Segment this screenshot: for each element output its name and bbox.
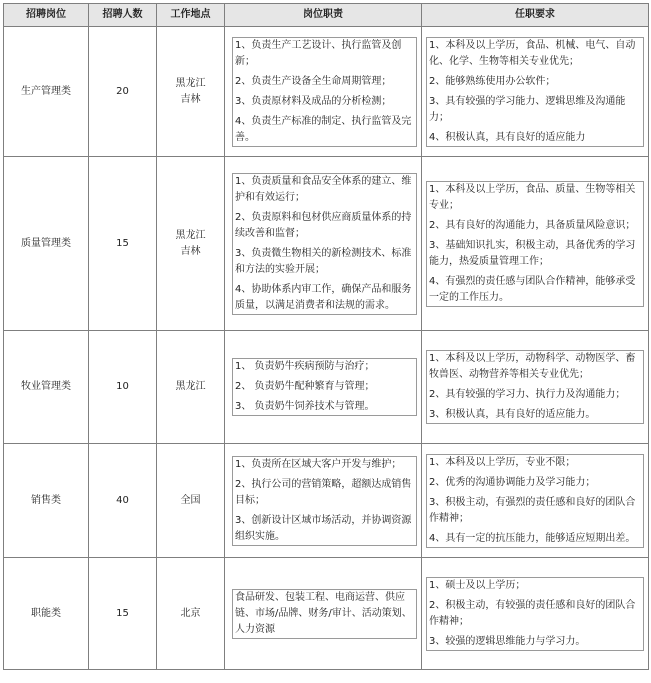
- duties-box: [232, 589, 417, 639]
- duty-item: 3、创新设计区域市场活动，并协调资源组织实施。: [235, 514, 412, 542]
- requirements-cell: [422, 27, 649, 157]
- count-cell: 15: [89, 558, 157, 670]
- location-line: 黑龙江: [175, 229, 206, 241]
- duty-item: 1、负责质量和食品安全体系的建立、维护和有效运行；: [235, 175, 412, 203]
- recruitment-table: [3, 3, 649, 670]
- requirements-box: [426, 454, 644, 548]
- duty-item: 3、负责微生物相关的新检测技术、标准和方法的实验开展；: [235, 247, 412, 275]
- count-cell: 40: [89, 444, 157, 558]
- requirements-box: [426, 350, 644, 424]
- requirement-item: 4、有强烈的责任感与团队合作精神，能够承受一定的工作压力。: [429, 275, 636, 303]
- requirements-box: [426, 577, 644, 651]
- requirement-item: 3、积极认真，具有良好的适应能力。: [429, 409, 596, 420]
- position-cell: 职能类: [4, 558, 89, 670]
- count-cell: 10: [89, 331, 157, 444]
- duties-cell: [225, 558, 422, 670]
- requirement-item: 4、具有一定的抗压能力，能够适应短期出差。: [429, 532, 636, 544]
- location-line: 全国: [180, 494, 201, 506]
- requirements-cell: [422, 157, 649, 331]
- location-line: 北京: [180, 607, 201, 619]
- header-duties: 岗位职责: [225, 4, 422, 27]
- location-cell: [157, 558, 225, 670]
- duty-item: 2、 负责奶牛配种繁育与管理；: [235, 381, 375, 392]
- duty-item: 3、 负责奶牛饲养技术与管理。: [235, 401, 375, 412]
- header-row: [4, 4, 649, 27]
- requirement-item: 2、积极主动，有较强的责任感和良好的团队合作精神；: [429, 599, 636, 627]
- duties-cell: [225, 331, 422, 444]
- requirement-item: 3、积极主动，有强烈的责任感和良好的团队合作精神；: [429, 496, 636, 524]
- requirement-item: 4、积极认真，具有良好的适应能力: [429, 131, 586, 143]
- location-cell: [157, 444, 225, 558]
- count-cell: 15: [89, 157, 157, 331]
- duty-item: 食品研发、包装工程、电商运营、供应链、市场/品牌、财务/审计、活动策划、人力资源: [235, 591, 412, 635]
- requirement-item: 2、具有良好的沟通能力，具备质量风险意识；: [429, 219, 636, 231]
- requirements-box: [426, 37, 644, 147]
- header-requirements: 任职要求: [422, 4, 649, 27]
- requirements-cell: [422, 558, 649, 670]
- duties-cell: [225, 444, 422, 558]
- duties-box: [232, 37, 417, 147]
- duty-item: 2、负责生产设备全生命周期管理；: [235, 75, 392, 87]
- duty-item: 1、负责生产工艺设计、执行监管及创新；: [235, 39, 402, 67]
- requirements-box: [426, 181, 644, 307]
- requirement-item: 3、具有较强的学习能力、逻辑思维及沟通能力；: [429, 95, 626, 123]
- duties-box: [232, 456, 417, 546]
- table-row: [4, 157, 649, 331]
- location-line: 吉林: [180, 93, 201, 105]
- header-position: 招聘岗位: [4, 4, 89, 27]
- requirement-item: 3、较强的逻辑思维能力与学习力。: [429, 635, 586, 647]
- requirement-item: 1、硕士及以上学历；: [429, 579, 526, 591]
- requirement-item: 2、具有较强的学习力、执行力及沟通能力；: [429, 389, 626, 400]
- requirement-item: 3、基础知识扎实，积极主动，具备优秀的学习能力，热爱质量管理工作；: [429, 239, 636, 267]
- duty-item: 2、负责原料和包材供应商质量体系的持续改善和监督；: [235, 211, 412, 239]
- table-row: [4, 558, 649, 670]
- position-cell: 牧业管理类: [4, 331, 89, 444]
- location-line: 黑龙江: [175, 77, 206, 89]
- duty-item: 1、负责所在区域大客户开发与维护；: [235, 458, 402, 470]
- duty-item: 4、负责生产标准的制定、执行监管及完善。: [235, 115, 412, 143]
- table-row: [4, 331, 649, 444]
- table-row: [4, 27, 649, 157]
- duties-cell: [225, 157, 422, 331]
- requirement-item: 1、本科及以上学历，专业不限；: [429, 456, 576, 468]
- duties-box: [232, 358, 417, 416]
- duties-cell: [225, 27, 422, 157]
- duties-box: [232, 173, 417, 315]
- requirement-item: 2、优秀的沟通协调能力及学习能力；: [429, 476, 596, 488]
- requirements-cell: [422, 331, 649, 444]
- header-count: 招聘人数: [89, 4, 157, 27]
- position-cell: 质量管理类: [4, 157, 89, 331]
- requirement-item: 1、本科及以上学历，动物科学、动物医学、畜牧兽医、动物营养等相关专业优先；: [429, 353, 636, 380]
- requirement-item: 2、能够熟练使用办公软件；: [429, 75, 556, 87]
- duty-item: 1、 负责奶牛疾病预防与治疗；: [235, 361, 375, 372]
- location-line: 黑龙江: [175, 381, 206, 392]
- requirements-cell: [422, 444, 649, 558]
- duty-item: 2、执行公司的营销策略，超额达成销售目标；: [235, 478, 412, 506]
- location-cell: [157, 157, 225, 331]
- duty-item: 4、协助体系内审工作，确保产品和服务质量，以满足消费者和法规的需求。: [235, 283, 412, 311]
- position-cell: 销售类: [4, 444, 89, 558]
- location-cell: [157, 331, 225, 444]
- count-cell: 20: [89, 27, 157, 157]
- location-cell: [157, 27, 225, 157]
- table-row: [4, 444, 649, 558]
- requirement-item: 1、本科及以上学历，食品、质量、生物等相关专业；: [429, 183, 636, 211]
- position-cell: 生产管理类: [4, 27, 89, 157]
- location-line: 吉林: [180, 245, 201, 257]
- duty-item: 3、负责原材料及成品的分析检测；: [235, 95, 392, 107]
- requirement-item: 1、本科及以上学历，食品、机械、电气、自动化、化学、生物等相关专业优先；: [429, 39, 636, 67]
- header-location: 工作地点: [157, 4, 225, 27]
